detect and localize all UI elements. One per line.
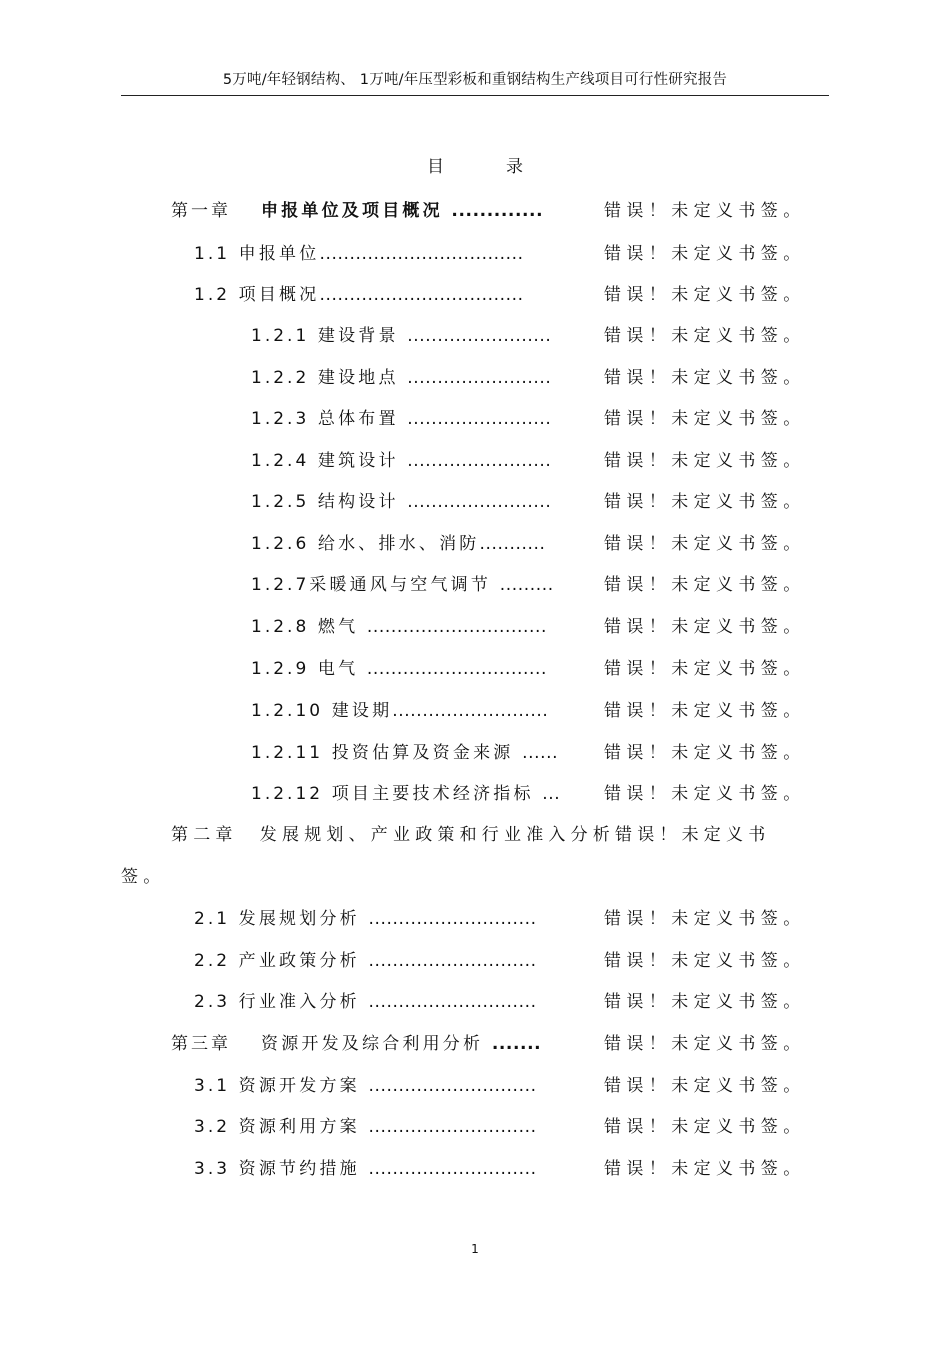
toc-title-char-1: 目 xyxy=(427,157,444,177)
toc-error-text: 错误！未定义书签。 xyxy=(604,701,806,721)
toc-entry-2-2[interactable]: 2.2 产业政策分析 ............................ xyxy=(194,951,537,971)
toc-error-text: 错误！未定义书签。 xyxy=(604,1076,806,1096)
toc-entry-1-2-12[interactable]: 1.2.12 项目主要技术经济指标 ... xyxy=(251,784,561,804)
toc-entry-2-3[interactable]: 2.3 行业准入分析 ............................ xyxy=(194,992,537,1012)
toc-error-text: 错误！未定义书签。 xyxy=(604,244,806,264)
toc-error-text: 错误！未定义书签。 xyxy=(604,992,806,1012)
toc-error-text: 错误！未定义书签。 xyxy=(604,451,806,471)
toc-entry-1-2-4[interactable]: 1.2.4 建筑设计 ........................ xyxy=(251,451,552,471)
toc-error-text: 错误！未定义书签。 xyxy=(604,659,806,679)
header-rule xyxy=(121,95,829,96)
toc-entry-1-2-1[interactable]: 1.2.1 建设背景 ........................ xyxy=(251,326,552,346)
toc-error-text: 错误！未定义书签。 xyxy=(604,534,806,554)
toc-title xyxy=(0,152,950,177)
toc-error-text: 错误！未定义书签。 xyxy=(604,1034,806,1054)
toc-entry-1-2-5[interactable]: 1.2.5 结构设计 ........................ xyxy=(251,492,552,512)
toc-entry-1-2-6[interactable]: 1.2.6 给水、排水、消防........... xyxy=(251,534,546,554)
toc-entry-1-2-8[interactable]: 1.2.8 燃气 .............................. xyxy=(251,617,548,637)
toc-entry-1-1[interactable]: 1.1 申报单位.................................. xyxy=(194,244,524,264)
toc-entry-1-2-2[interactable]: 1.2.2 建设地点 ........................ xyxy=(251,368,552,388)
toc-entry-3-3[interactable]: 3.3 资源节约措施 ............................ xyxy=(194,1159,537,1179)
page-number: 1 xyxy=(471,1242,479,1256)
toc-error-text: 错误！未定义书签。 xyxy=(604,784,806,804)
toc-title-char-2: 录 xyxy=(506,157,523,177)
toc-error-text: 错误！未定义书签。 xyxy=(604,1117,806,1137)
toc-error-text: 错误！未定义书签。 xyxy=(604,409,806,429)
toc-entry-chapter-1[interactable]: 第一章 申报单位及项目概况 ............. xyxy=(171,201,544,221)
toc-entry-1-2-3[interactable]: 1.2.3 总体布置 ........................ xyxy=(251,409,552,429)
running-header: 5万吨/年轻钢结构、 1万吨/年压型彩板和重钢结构生产线项目可行性研究报告 xyxy=(222,72,728,88)
toc-entry-1-2[interactable]: 1.2 项目概况.................................. xyxy=(194,285,524,305)
toc-entry-chapter-3[interactable]: 第三章 资源开发及综合利用分析 ....... xyxy=(171,1034,542,1054)
toc-error-text: 错误！未定义书签。 xyxy=(604,368,806,388)
toc-error-text: 错误！未定义书签。 xyxy=(604,201,806,221)
toc-entry-1-2-9[interactable]: 1.2.9 电气 .............................. xyxy=(251,659,548,679)
toc-error-text: 错误！未定义书签。 xyxy=(604,743,806,763)
toc-entry-chapter-2[interactable]: 第二章 发展规划、产业政策和行业准入分析错误！未定义书 xyxy=(171,825,771,845)
toc-entry-2-1[interactable]: 2.1 发展规划分析 ............................ xyxy=(194,909,537,929)
toc-entry-chapter-2-wrap: 签。 xyxy=(121,867,166,887)
toc-entry-3-2[interactable]: 3.2 资源利用方案 ............................ xyxy=(194,1117,537,1137)
toc-error-text: 错误！未定义书签。 xyxy=(604,1159,806,1179)
toc-error-text: 错误！未定义书签。 xyxy=(604,575,806,595)
toc-entry-1-2-11[interactable]: 1.2.11 投资估算及资金来源 ...... xyxy=(251,743,559,763)
toc-error-text: 错误！未定义书签。 xyxy=(604,617,806,637)
toc-entry-1-2-10[interactable]: 1.2.10 建设期.......................... xyxy=(251,701,549,721)
toc-error-text: 错误！未定义书签。 xyxy=(604,951,806,971)
toc-entry-1-2-7[interactable]: 1.2.7采暖通风与空气调节 ......... xyxy=(251,575,554,595)
toc-error-text: 错误！未定义书签。 xyxy=(604,285,806,305)
toc-entry-3-1[interactable]: 3.1 资源开发方案 ............................ xyxy=(194,1076,537,1096)
toc-error-text: 错误！未定义书签。 xyxy=(604,326,806,346)
toc-error-text: 错误！未定义书签。 xyxy=(604,909,806,929)
toc-error-text: 错误！未定义书签。 xyxy=(604,492,806,512)
